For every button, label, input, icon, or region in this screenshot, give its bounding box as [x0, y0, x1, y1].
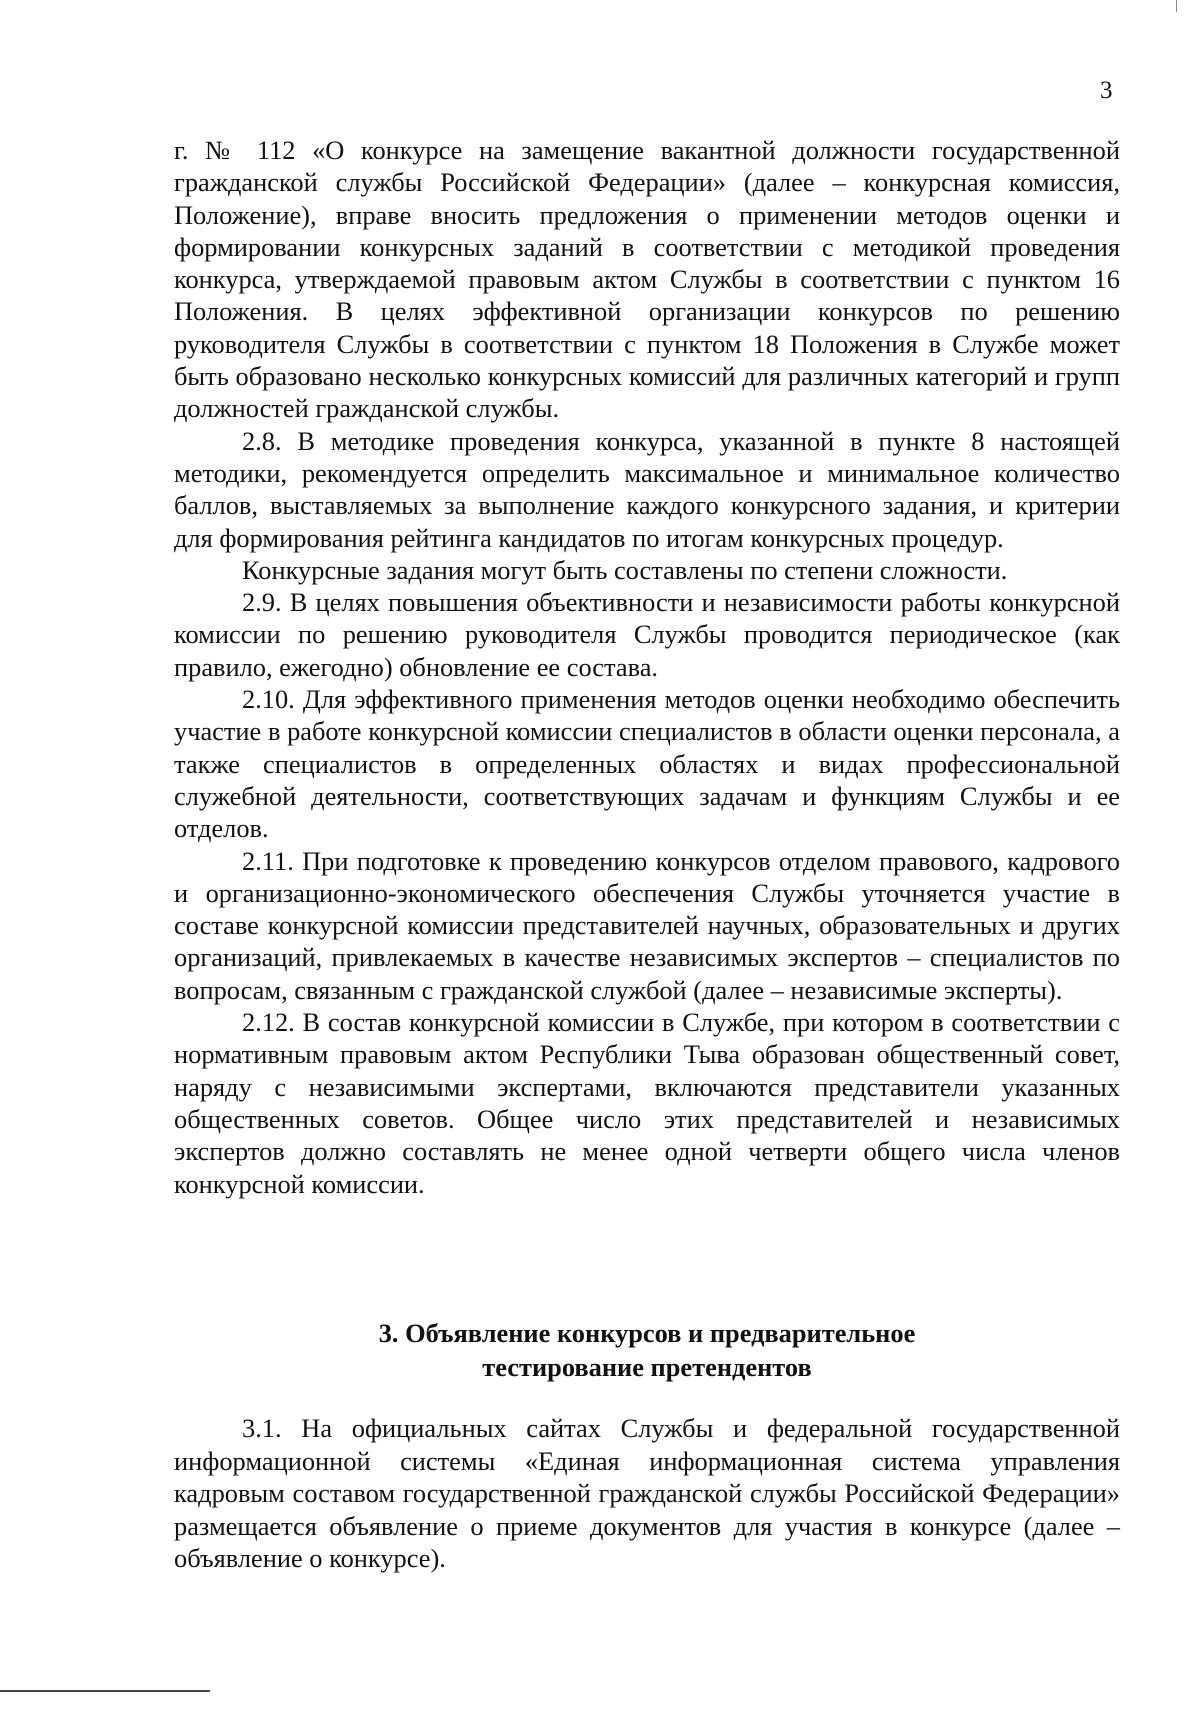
- page-number: 3: [1100, 77, 1113, 104]
- paragraph-2-11: 2.11. При подготовке к проведению конкурсов отделом правового, кадрового и организационно-экономического обеспечения Службы уточняется участие в составе конкурсной комиссии представителей научных, образовательных и других организаций, привлекаемых в качестве независимых экспертов – специалистов по вопросам, связанным с гражданской службой (далее – независимые эксперты).: [174, 845, 1120, 1005]
- section-heading-line-2: тестирование претендентов: [482, 1352, 812, 1382]
- document-body: [174, 134, 1120, 1200]
- paragraph-2-8: 2.8. В методике проведения конкурса, указанной в пункте 8 настоящей методики, рекомендуется определить максимальное и минимальное количество баллов, выставляемых за выполнение каждого конкурсного задания, и критерии для формирования рейтинга кандидатов по итогам конкурсных процедур.: [174, 425, 1120, 553]
- bottom-scan-rule: [0, 1690, 210, 1692]
- paragraph-2-9: 2.9. В целях повышения объективности и независимости работы конкурсной комиссии по решению руководителя Службы проводится периодическое (как правило, ежегодно) обновление ее состава.: [174, 587, 1120, 682]
- paragraph-2-12: 2.12. В состав конкурсной комиссии в Службе, при котором в соответствии с нормативным правовым актом Республики Тыва образован общественный совет, наряду с независимыми экспертами, включаются представители указанных общественных советов. Общее число этих представителей и независимых экспертов должно составлять не менее одной четверти общего числа членов конкурсной комиссии.: [174, 1007, 1120, 1199]
- paragraph-2-10: 2.10. Для эффективного применения методов оценки необходимо обеспечить участие в работе конкурсной комиссии специалистов в области оценки персонала, а также специалистов в определенных областях и видах профессиональной служебной деятельности, соответствующих задачам и функциям Службы и ее отделов.: [174, 684, 1120, 844]
- paragraph-2-8-note: Конкурсные задания могут быть составлены по степени сложности.: [242, 554, 1008, 585]
- section-heading-line-1: 3. Объявление конкурсов и предварительное: [378, 1318, 916, 1348]
- paragraph-2-7-continuation: г. № 112 «О конкурсе на замещение вакантной должности государственной гражданской службы Российской Федерации» (далее – конкурсная комиссия, Положение), вправе вносить предложения о применении методов оценки и формировании конкурсных заданий в соответствии с методикой проведения конкурса, утверждаемой правовым актом Службы в соответствии с пунктом 16 Положения. В целях эффективной организации конкурсов по решению руководителя Службы в соответствии с пунктом 18 Положения в Службе может быть образовано несколько конкурсных комиссий для различных категорий и групп должностей гражданской службы.: [174, 135, 1120, 424]
- section-3-heading: [174, 1316, 1120, 1384]
- scan-edge-mark: [1176, 0, 1177, 12]
- paragraph-3-1: 3.1. На официальных сайтах Службы и федеральной государственной информационной системы «Единая информационная система управления кадровым составом государственной гражданской службы Российской Федерации» размещается объявление о приеме документов для участия в конкурсе (далее – объявление о конкурсе).: [174, 1413, 1120, 1573]
- section-3-body: [174, 1412, 1120, 1575]
